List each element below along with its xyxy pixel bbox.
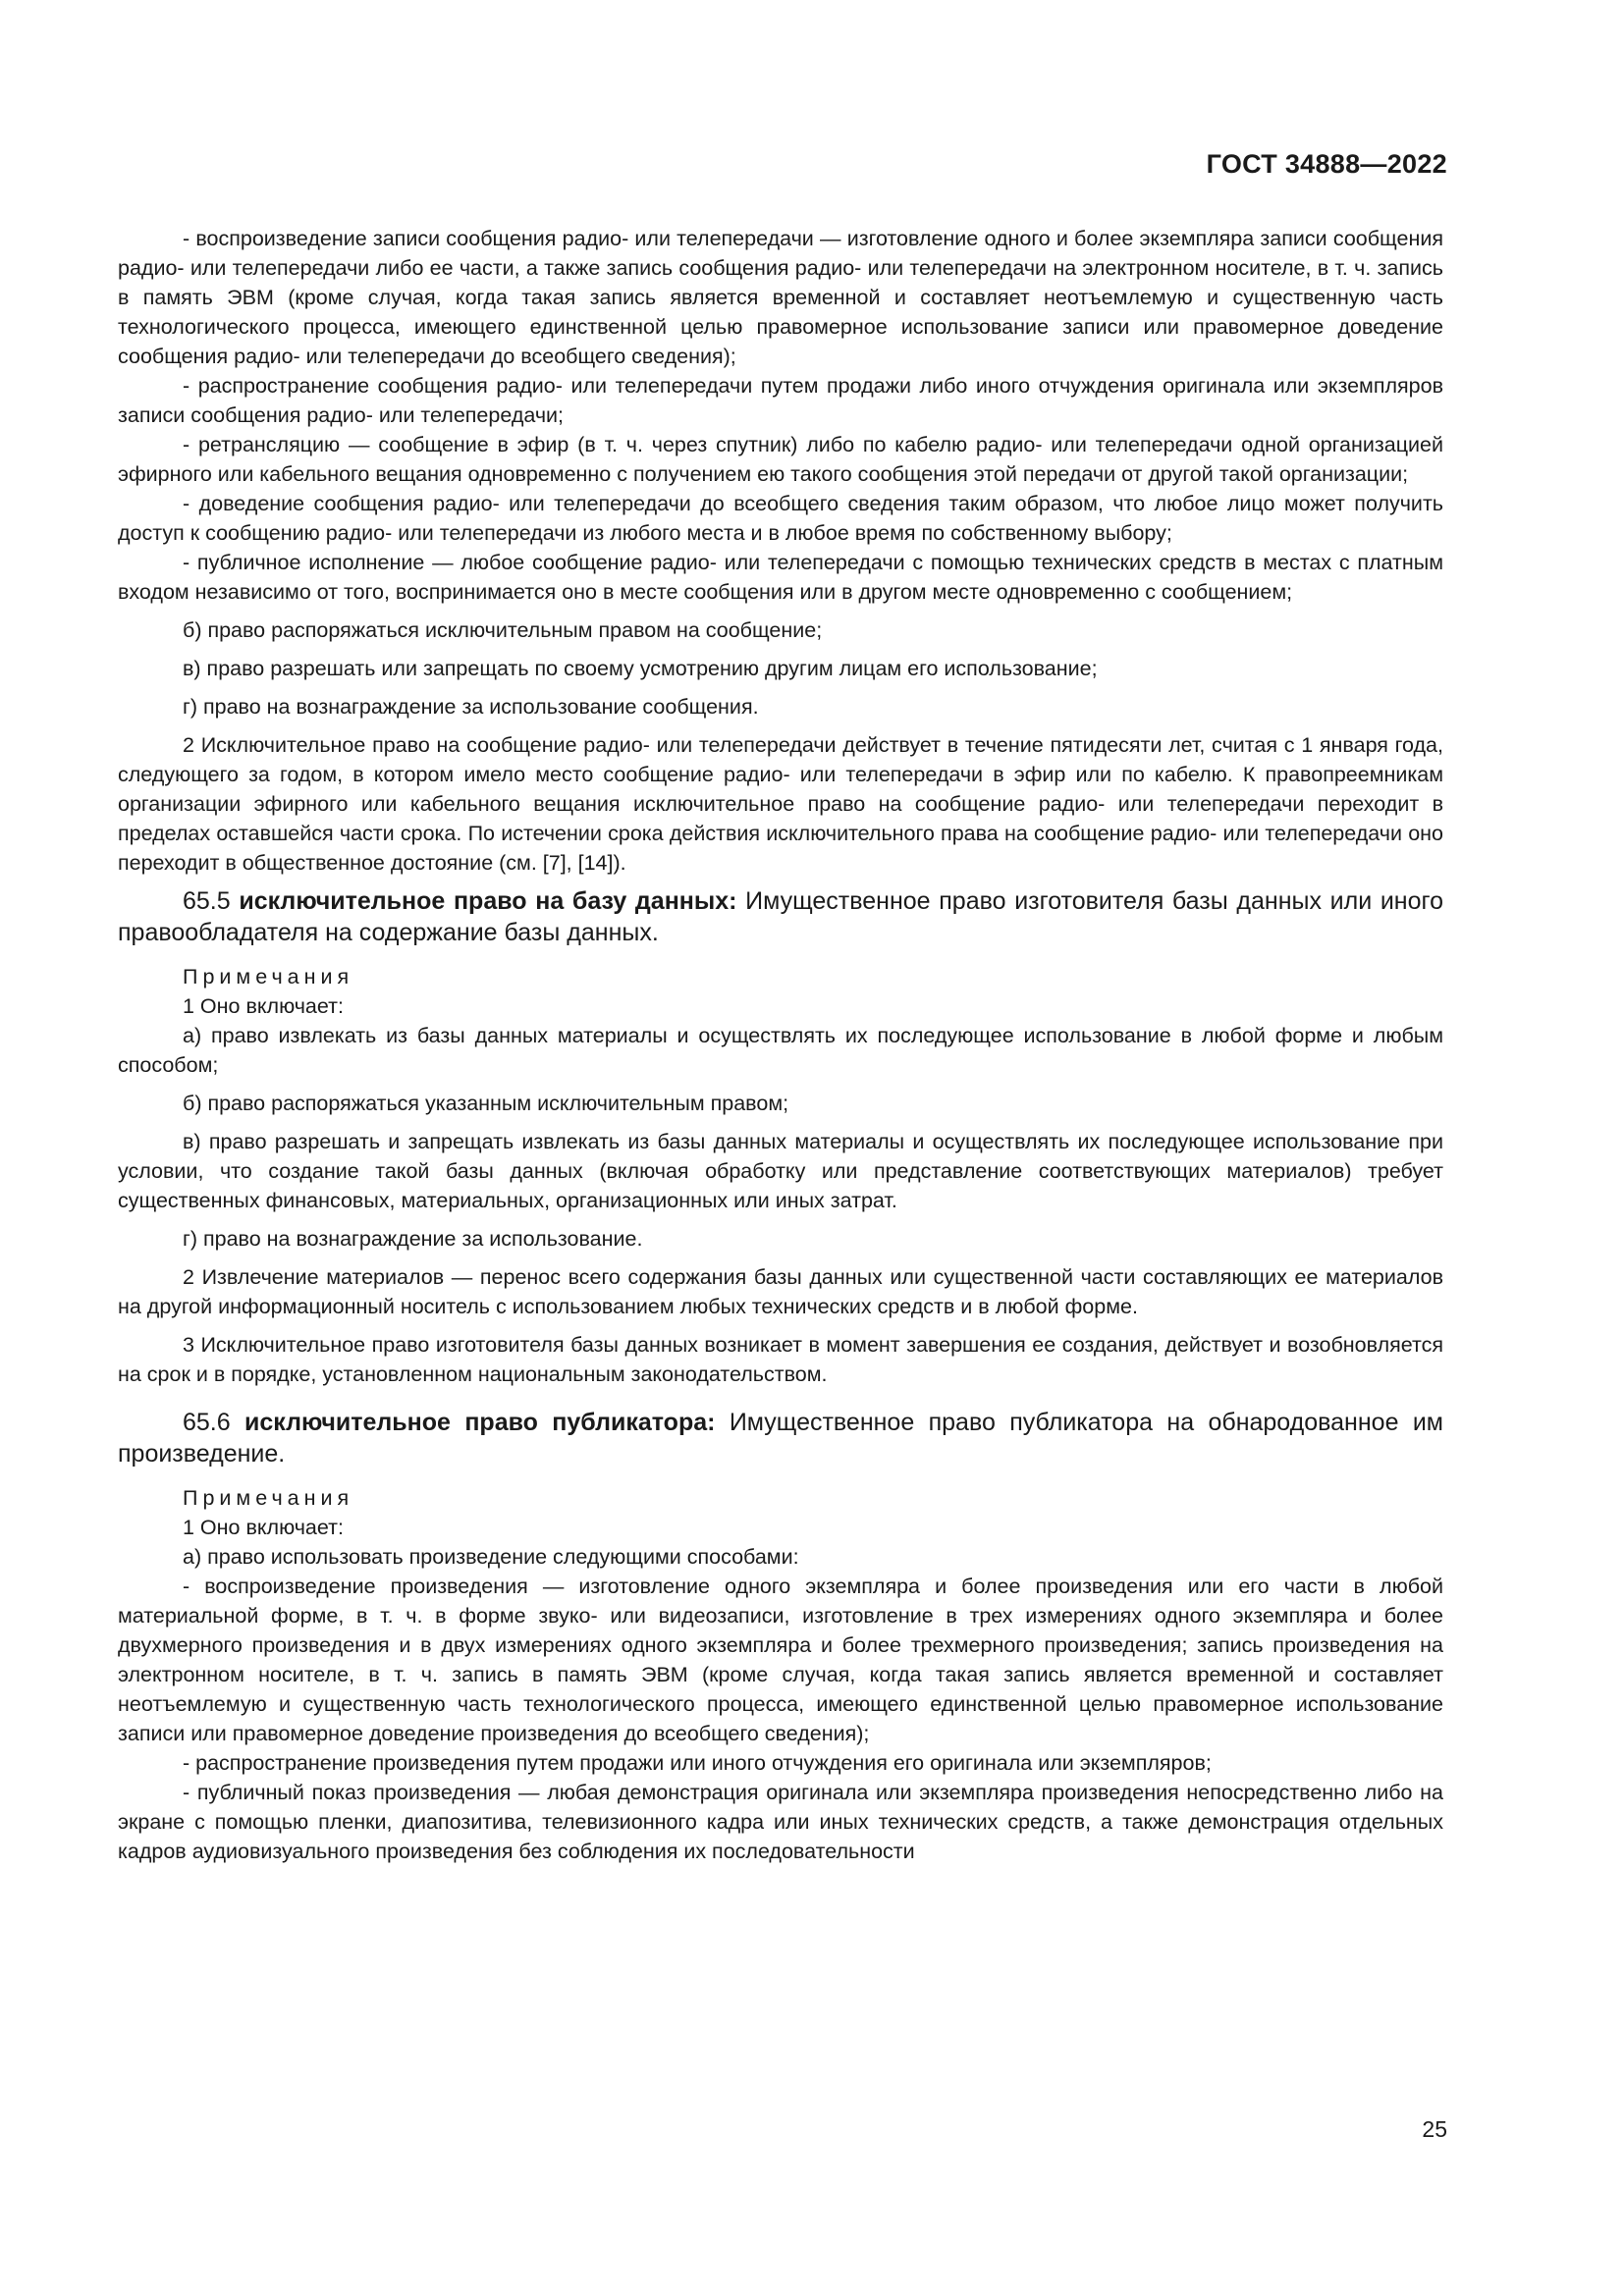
term-number: 65.6 <box>183 1409 245 1436</box>
paragraph: - доведение сообщения радио- или телепередачи до всеобщего сведения таким образом, что любое лицо может получить доступ к сообщению радио- или телепередачи из любого места и в любое время по собственному выбору; <box>118 492 1443 545</box>
paragraph: 2 Исключительное право на сообщение радио- или телепередачи действует в течение пятидесяти лет, считая с 1 января года, следующего за годом, в котором имело место сообщение радио- или телепередачи в эфир или по кабелю. К правопреемникам организации эфирного или кабельного вещания исключительное право на сообщение радио- или телепередачи переходит в пределах оставшейся части срока. По истечении срока действия исключительного права на сообщение радио- или телепередачи оно переходит в общественное достояние (см. [7], [14]). <box>118 733 1443 875</box>
term-definition: Имущественное право изготовителя базы данных или иного правообладателя на содержание базы данных. <box>118 887 1443 946</box>
notes-heading: Примечания <box>183 1486 354 1510</box>
paragraph: а) право извлекать из базы данных материалы и осуществлять их последующее использование в любой форме и любым способом; <box>118 1024 1443 1077</box>
paragraph: 1 Оно включает: <box>183 994 344 1018</box>
paragraph: в) право разрешать и запрещать извлекать из базы данных материалы и осуществлять их последующее использование при условии, что создание такой базы данных (включая обработку или представление соответствующих материалов) требует существенных финансовых, материальных, организационных или иных затрат. <box>118 1130 1443 1212</box>
term-65-5 <box>118 885 1443 948</box>
term-title: исключительное право на базу данных: <box>239 887 737 915</box>
notes-heading: Примечания <box>183 965 354 988</box>
paragraph: а) право использовать произведение следующими способами: <box>183 1545 799 1569</box>
paragraph: б) право распоряжаться исключительным правом на сообщение; <box>183 618 823 642</box>
paragraph: 2 Извлечение материалов — перенос всего содержания базы данных или существенной части составляющих ее материалов на другой информационный носитель с использованием любых технических средств и в любой форме. <box>118 1265 1443 1318</box>
paragraph: 1 Оно включает: <box>183 1516 344 1539</box>
term-65-6 <box>118 1407 1443 1469</box>
paragraph: - публичное исполнение — любое сообщение радио- или телепередачи с помощью технических средств в местах с платным входом независимо от того, воспринимается оно в месте сообщения или в другом месте одновременно с сообщением; <box>118 551 1443 604</box>
term-title: исключительное право публикатора: <box>244 1409 716 1436</box>
page-number: 25 <box>1422 2116 1447 2142</box>
paragraph: г) право на вознаграждение за использование. <box>183 1227 643 1251</box>
paragraph: - воспроизведение записи сообщения радио- или телепередачи — изготовление одного и более экземпляра записи сообщения радио- или телепередачи либо ее части, а также запись сообщения радио- или телепередачи на электронном носителе, в т. ч. запись в память ЭВМ (кроме случая, когда такая запись является временной и составляет неотъемлемую и существенную часть технологического процесса, имеющего единственной целью правомерное использование записи или правомерное доведение сообщения радио- или телепередачи до всеобщего сведения); <box>118 227 1443 368</box>
paragraph: г) право на вознаграждение за использование сообщения. <box>183 695 759 719</box>
paragraph: - ретрансляцию — сообщение в эфир (в т. ч. через спутник) либо по кабелю радио- или телепередачи одной организацией эфирного или кабельного вещания одновременно с получением ею такого сообщения этой передачи от другой такой организации; <box>118 433 1443 486</box>
paragraph: - распространение сообщения радио- или телепередачи путем продажи либо иного отчуждения оригинала или экземпляров записи сообщения радио- или телепередачи; <box>118 374 1443 427</box>
document-header: ГОСТ 34888—2022 <box>1206 149 1447 179</box>
term-number: 65.5 <box>183 887 240 915</box>
term-definition: Имущественное право публикатора на обнародованное им произведение. <box>118 1409 1443 1468</box>
paragraph: б) право распоряжаться указанным исключительным правом; <box>183 1092 789 1115</box>
paragraph: - распространение произведения путем продажи или иного отчуждения его оригинала или экземпляров; <box>183 1751 1212 1775</box>
paragraph: - воспроизведение произведения — изготовление одного экземпляра и более произведения или его части в любой материальной форме, в т. ч. в форме звуко- или видеозаписи, изготовление в трех измерениях одного экземпляра и более двухмерного произведения и в двух измерениях одного экземпляра и более трехмерного произведения; запись произведения на электронном носителе, в т. ч. запись в память ЭВМ (кроме случая, когда такая запись является временной и составляет неотъемлемую и существенную часть технологического процесса, имеющего единственной целью правомерное использование записи или правомерное доведение произведения до всеобщего сведения); <box>118 1575 1443 1745</box>
paragraph: 3 Исключительное право изготовителя базы данных возникает в момент завершения ее создания, действует и возобновляется на срок и в порядке, установленном национальным законодательством. <box>118 1333 1443 1386</box>
document-body <box>118 224 1443 1866</box>
paragraph: в) право разрешать или запрещать по своему усмотрению другим лицам его использование; <box>183 657 1098 680</box>
paragraph: - публичный показ произведения — любая демонстрация оригинала или экземпляра произведения непосредственно либо на экране с помощью пленки, диапозитива, телевизионного кадра или иных технических средств, а также демонстрация отдельных кадров аудиовизуального произведения без соблюдения их последовательности <box>118 1781 1443 1863</box>
